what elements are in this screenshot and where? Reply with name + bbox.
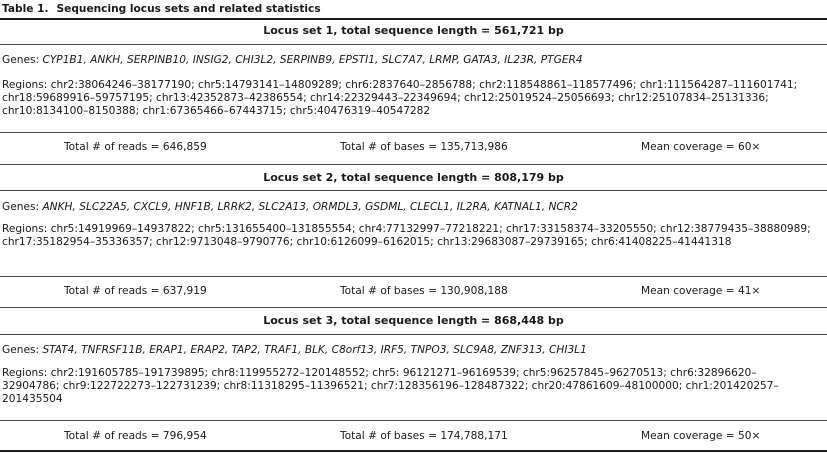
locus-set-3-genes [2,344,814,357]
table-top-rule [0,18,827,20]
total-reads: Total # of reads = 796,954 [64,430,207,442]
region-list: chr2:191605785–191739895; chr8:119955272–120148552; chr5: 96121271–96169539; chr5:96257845–96270513; chr6:32896620–32904786; chr9:122722273–122731239; chr8:11318295–11396521; chr7:128356196–128487322; chr20:47861609–48100000; chr1:201420257–201435504 [2,367,779,405]
total-reads: Total # of reads = 637,919 [64,285,207,297]
locus-set-3-stats [0,430,827,444]
gene-list: ANKH, SLC22A5, CXCL9, HNF1B, LRRK2, SLC2A13, ORMDL3, GSDML, CLECL1, IL2RA, KATNAL1, NCR2 [42,201,578,213]
locus-set-3-stats-rule [0,420,827,421]
locus-set-2-top-rule [0,164,827,165]
locus-set-2-stats-rule [0,276,827,277]
regions-label: Regions: [2,79,48,91]
locus-set-1-genes [2,54,814,67]
locus-set-1-stats-rule [0,132,827,133]
region-list: chr5:14919969–14937822; chr5:131655400–131855554; chr4:77132997–77218221; chr17:33158374–33205550; chr12:38779435–38880989; chr17:35182954–35336357; chr12:9713048–9790776; chr10:6126099–6162015; chr13:29683087–29739165; chr6:41408225–41441318 [2,223,811,248]
table-label: Table 1. [2,3,49,15]
locus-set-1-regions [2,79,814,118]
genes-label: Genes: [2,54,40,66]
mean-coverage: Mean coverage = 50× [641,430,761,442]
table-caption [2,3,321,16]
locus-set-2-regions [2,223,814,249]
table-bottom-rule [0,450,827,452]
regions-label: Regions: [2,223,48,235]
mean-coverage: Mean coverage = 60× [641,141,761,153]
locus-set-1-header-rule [0,44,827,45]
locus-set-3-regions [2,367,814,406]
regions-label: Regions: [2,367,48,379]
locus-set-3-header: Locus set 3, total sequence length = 868,448 bp [263,314,564,327]
locus-set-3-header-rule [0,334,827,335]
locus-set-3-top-rule [0,307,827,308]
locus-set-1-header: Locus set 1, total sequence length = 561,721 bp [263,24,564,37]
locus-set-2-genes [2,201,814,214]
locus-set-2-header-rule [0,190,827,191]
gene-list: STAT4, TNFRSF11B, ERAP1, ERAP2, TAP2, TRAF1, BLK, C8orf13, IRF5, TNPO3, SLC9A8, ZNF313, CHI3L1 [42,344,587,356]
locus-set-1-stats [0,141,827,155]
mean-coverage: Mean coverage = 41× [641,285,761,297]
total-bases: Total # of bases = 174,788,171 [340,430,508,442]
total-reads: Total # of reads = 646,859 [64,141,207,153]
locus-set-2-header: Locus set 2, total sequence length = 808,179 bp [263,171,564,184]
region-list: chr2:38064246–38177190; chr5:14793141–14809289; chr6:2837640–2856788; chr2:118548861–118577496; chr1:111564287–111601741; chr18:59689916–59757195; chr13:42352873–42386554; chr14:22329443–22349694; chr12:25019524–25056693; chr12:25107834–25131336; chr10:8134100–8150388; chr1:67365466–67443715; chr5:40476319–40547282 [2,79,798,117]
locus-set-2-stats [0,285,827,299]
genes-label: Genes: [2,344,40,356]
total-bases: Total # of bases = 130,908,188 [340,285,508,297]
genes-label: Genes: [2,201,40,213]
table-title: Sequencing locus sets and related statistics [56,3,321,15]
total-bases: Total # of bases = 135,713,986 [340,141,508,153]
gene-list: CYP1B1, ANKH, SERPINB10, INSIG2, CHI3L2, SERPINB9, EPSTI1, SLC7A7, LRMP, GATA3, IL23R, PTGER4 [42,54,583,66]
